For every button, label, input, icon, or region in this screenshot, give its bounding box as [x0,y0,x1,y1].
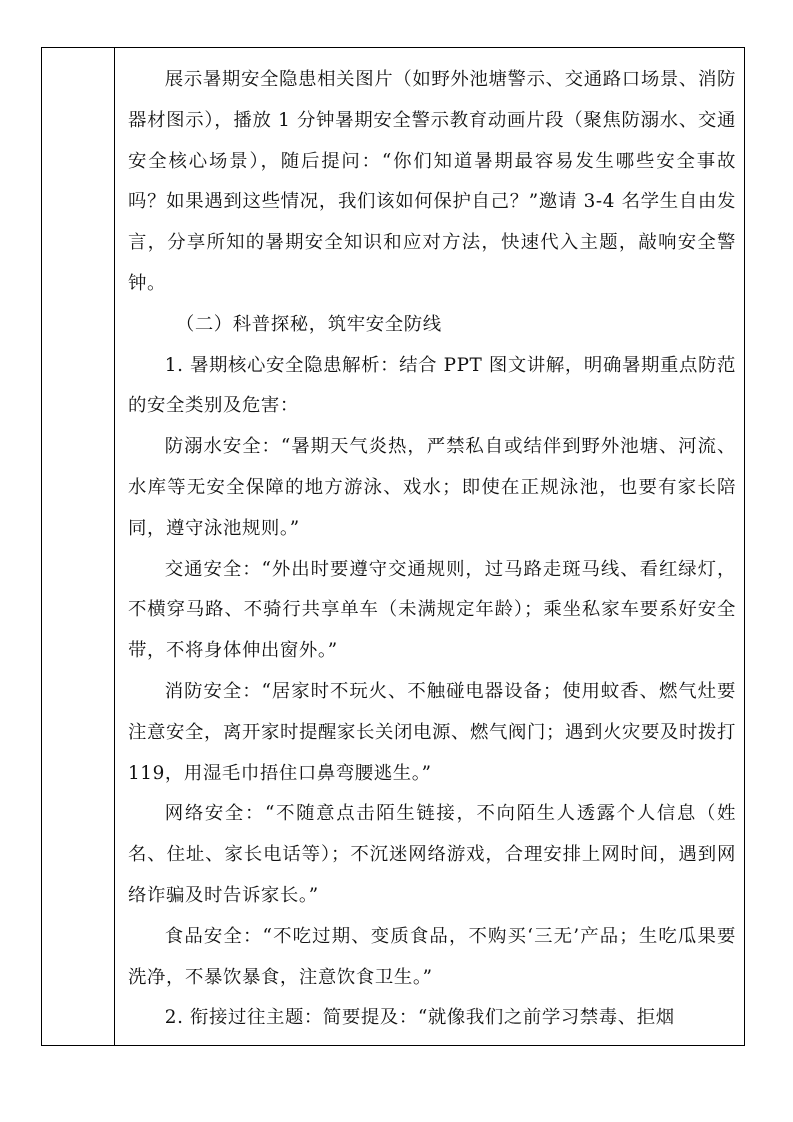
table-left-column [42,48,115,1045]
section-heading: （二）科普探秘，筑牢安全防线 [175,313,442,335]
paragraph-intro: 展示暑期安全隐患相关图片（如野外池塘警示、交通路口场景、消防器材图示），播放 1 分钟暑期安全警示教育动画片段（聚焦防溺水、交通安全核心场景），随后提问：“你们知道暑期最容易发生哪些安全事故吗？如果遇到这些情况，我们该如何保护自己？”邀请 3-4 名学生自由发言，分享所知的暑期安全知识和应对方法，快速代入主题，敲响安全警钟。 [128,69,736,294]
paragraph-internet-safety: 网络安全：“不随意点击陌生链接，不向陌生人透露个人信息（姓名、住址、家长电话等）；不沉迷网络游戏，合理安排上网时间，遇到网络诈骗及时告诉家长。” [128,803,736,906]
paragraph-fire-safety: 消防安全：“居家时不玩火、不触碰电器设备；使用蚊香、燃气灶要注意安全，离开家时提醒家长关闭电源、燃气阀门；遇到火灾要及时拨打 119，用湿毛巾捂住口鼻弯腰逃生。” [128,680,736,784]
lesson-table [41,47,745,1046]
paragraph-hazard-analysis: 1. 暑期核心安全隐患解析：结合 PPT 图文讲解，明确暑期重点防范的安全类别及危害： [128,354,736,417]
paragraph-traffic-safety: 交通安全：“外出时要遵守交通规则，过马路走斑马线、看红绿灯，不横穿马路、不骑行共享单车（未满规定年龄）；乘坐私家车要系好安全带，不将身体伸出窗外。” [128,558,736,662]
paragraph-food-safety: 食品安全：“不吃过期、变质食品，不购买‘三无’产品；生吃瓜果要洗净，不暴饮暴食，注意饮食卫生。” [128,925,736,988]
paragraph-link-previous-topics: 2. 衔接过往主题：简要提及：“就像我们之前学习禁毒、拒烟 [164,1007,675,1029]
paragraph-drowning-safety: 防溺水安全：“暑期天气炎热，严禁私自或结伴到野外池塘、河流、水库等无安全保障的地方游泳、戏水；即使在正规泳池，也要有家长陪同，遵守泳池规则。” [128,436,736,539]
lesson-content [128,60,736,1039]
table-right-column [116,48,744,1045]
